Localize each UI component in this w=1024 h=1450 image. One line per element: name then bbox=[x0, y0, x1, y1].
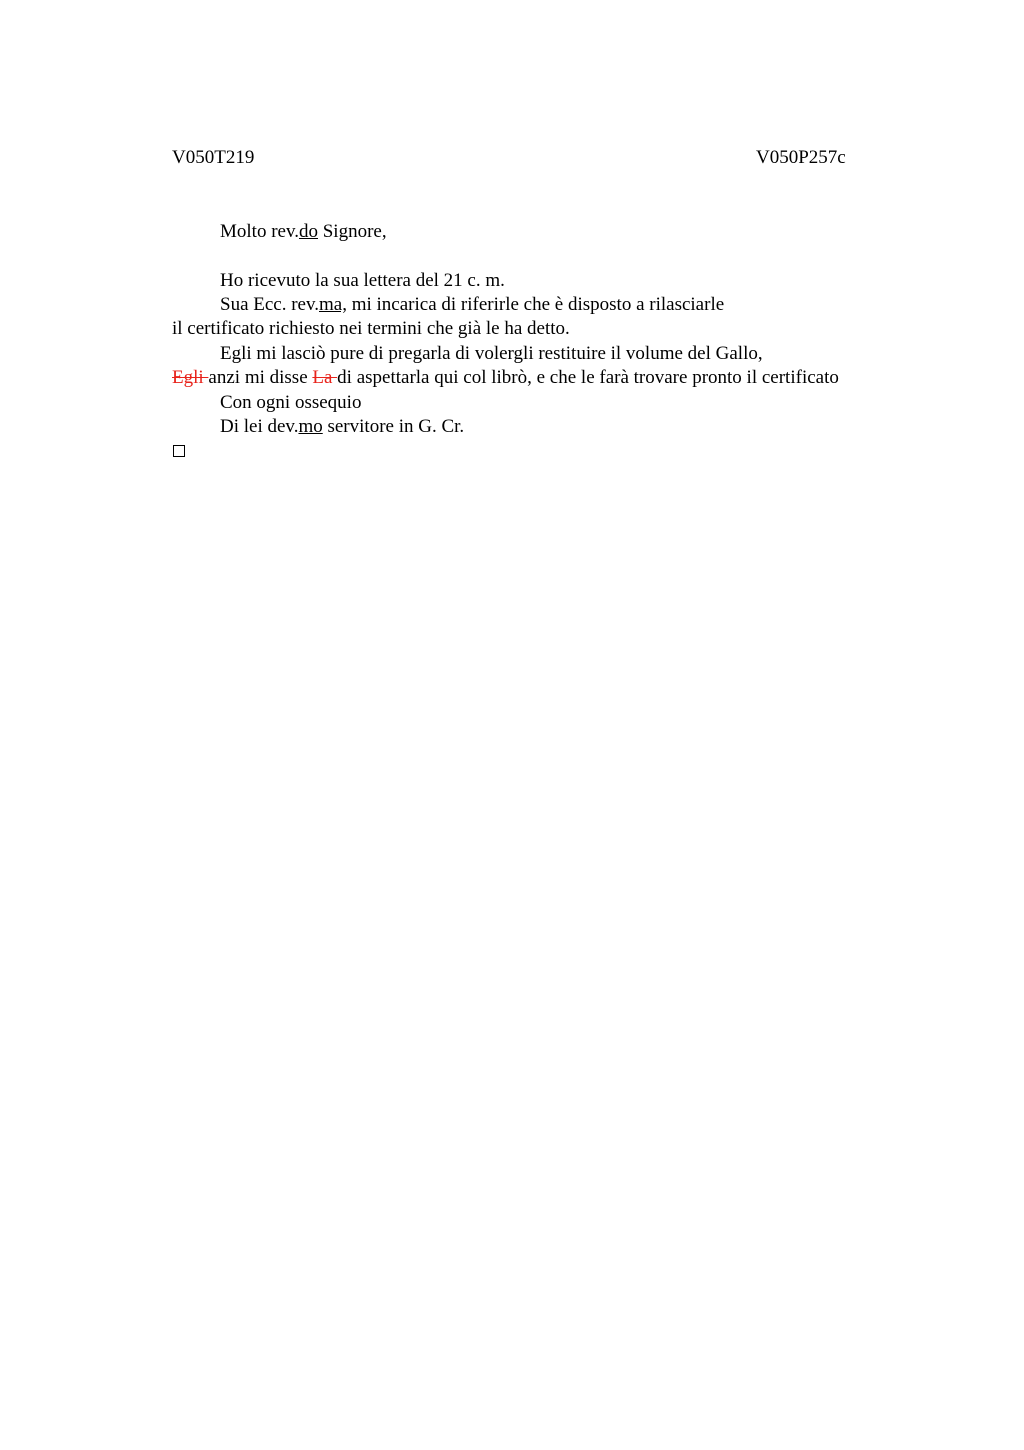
salutation bbox=[220, 220, 387, 244]
letter-line-2 bbox=[220, 293, 724, 317]
document-id-left: V050T219 bbox=[172, 147, 255, 168]
line2-suffix: mi incarica di riferirle che è disposto a rilasciarle bbox=[346, 294, 725, 315]
letter-line-1: Ho ricevuto la sua lettera del 21 c. m. bbox=[220, 270, 505, 291]
salutation-abbrev: do bbox=[298, 221, 318, 242]
line5-part1: anzi mi disse bbox=[208, 367, 313, 388]
empty-box-icon bbox=[173, 445, 185, 457]
line2-prefix: Sua Ecc. rev. bbox=[220, 294, 319, 315]
closing-line: Con ogni ossequio bbox=[220, 392, 362, 413]
signoff-suffix: servitore in G. Cr. bbox=[322, 416, 465, 437]
deleted-word-2: La bbox=[312, 367, 338, 388]
signoff-abbrev: mo bbox=[298, 416, 323, 437]
deleted-word-1: Egli bbox=[172, 367, 209, 388]
letter-line-4: Egli mi lasciò pure di pregarla di volergli restituire il volume del Gallo, bbox=[220, 343, 763, 364]
signoff-line bbox=[220, 415, 464, 439]
letter-line-5 bbox=[172, 366, 839, 390]
salutation-prefix: Molto rev. bbox=[220, 221, 299, 242]
document-id-right: V050P257c bbox=[756, 147, 846, 168]
letter-line-3: il certificato richiesto nei termini che già le ha detto. bbox=[172, 318, 570, 339]
signoff-prefix: Di lei dev. bbox=[220, 416, 299, 437]
salutation-suffix: Signore, bbox=[317, 221, 387, 242]
line5-part2: di aspettarla qui col librò, e che le farà trovare pronto il certificato bbox=[337, 367, 839, 388]
line2-abbrev: ma, bbox=[319, 294, 347, 315]
